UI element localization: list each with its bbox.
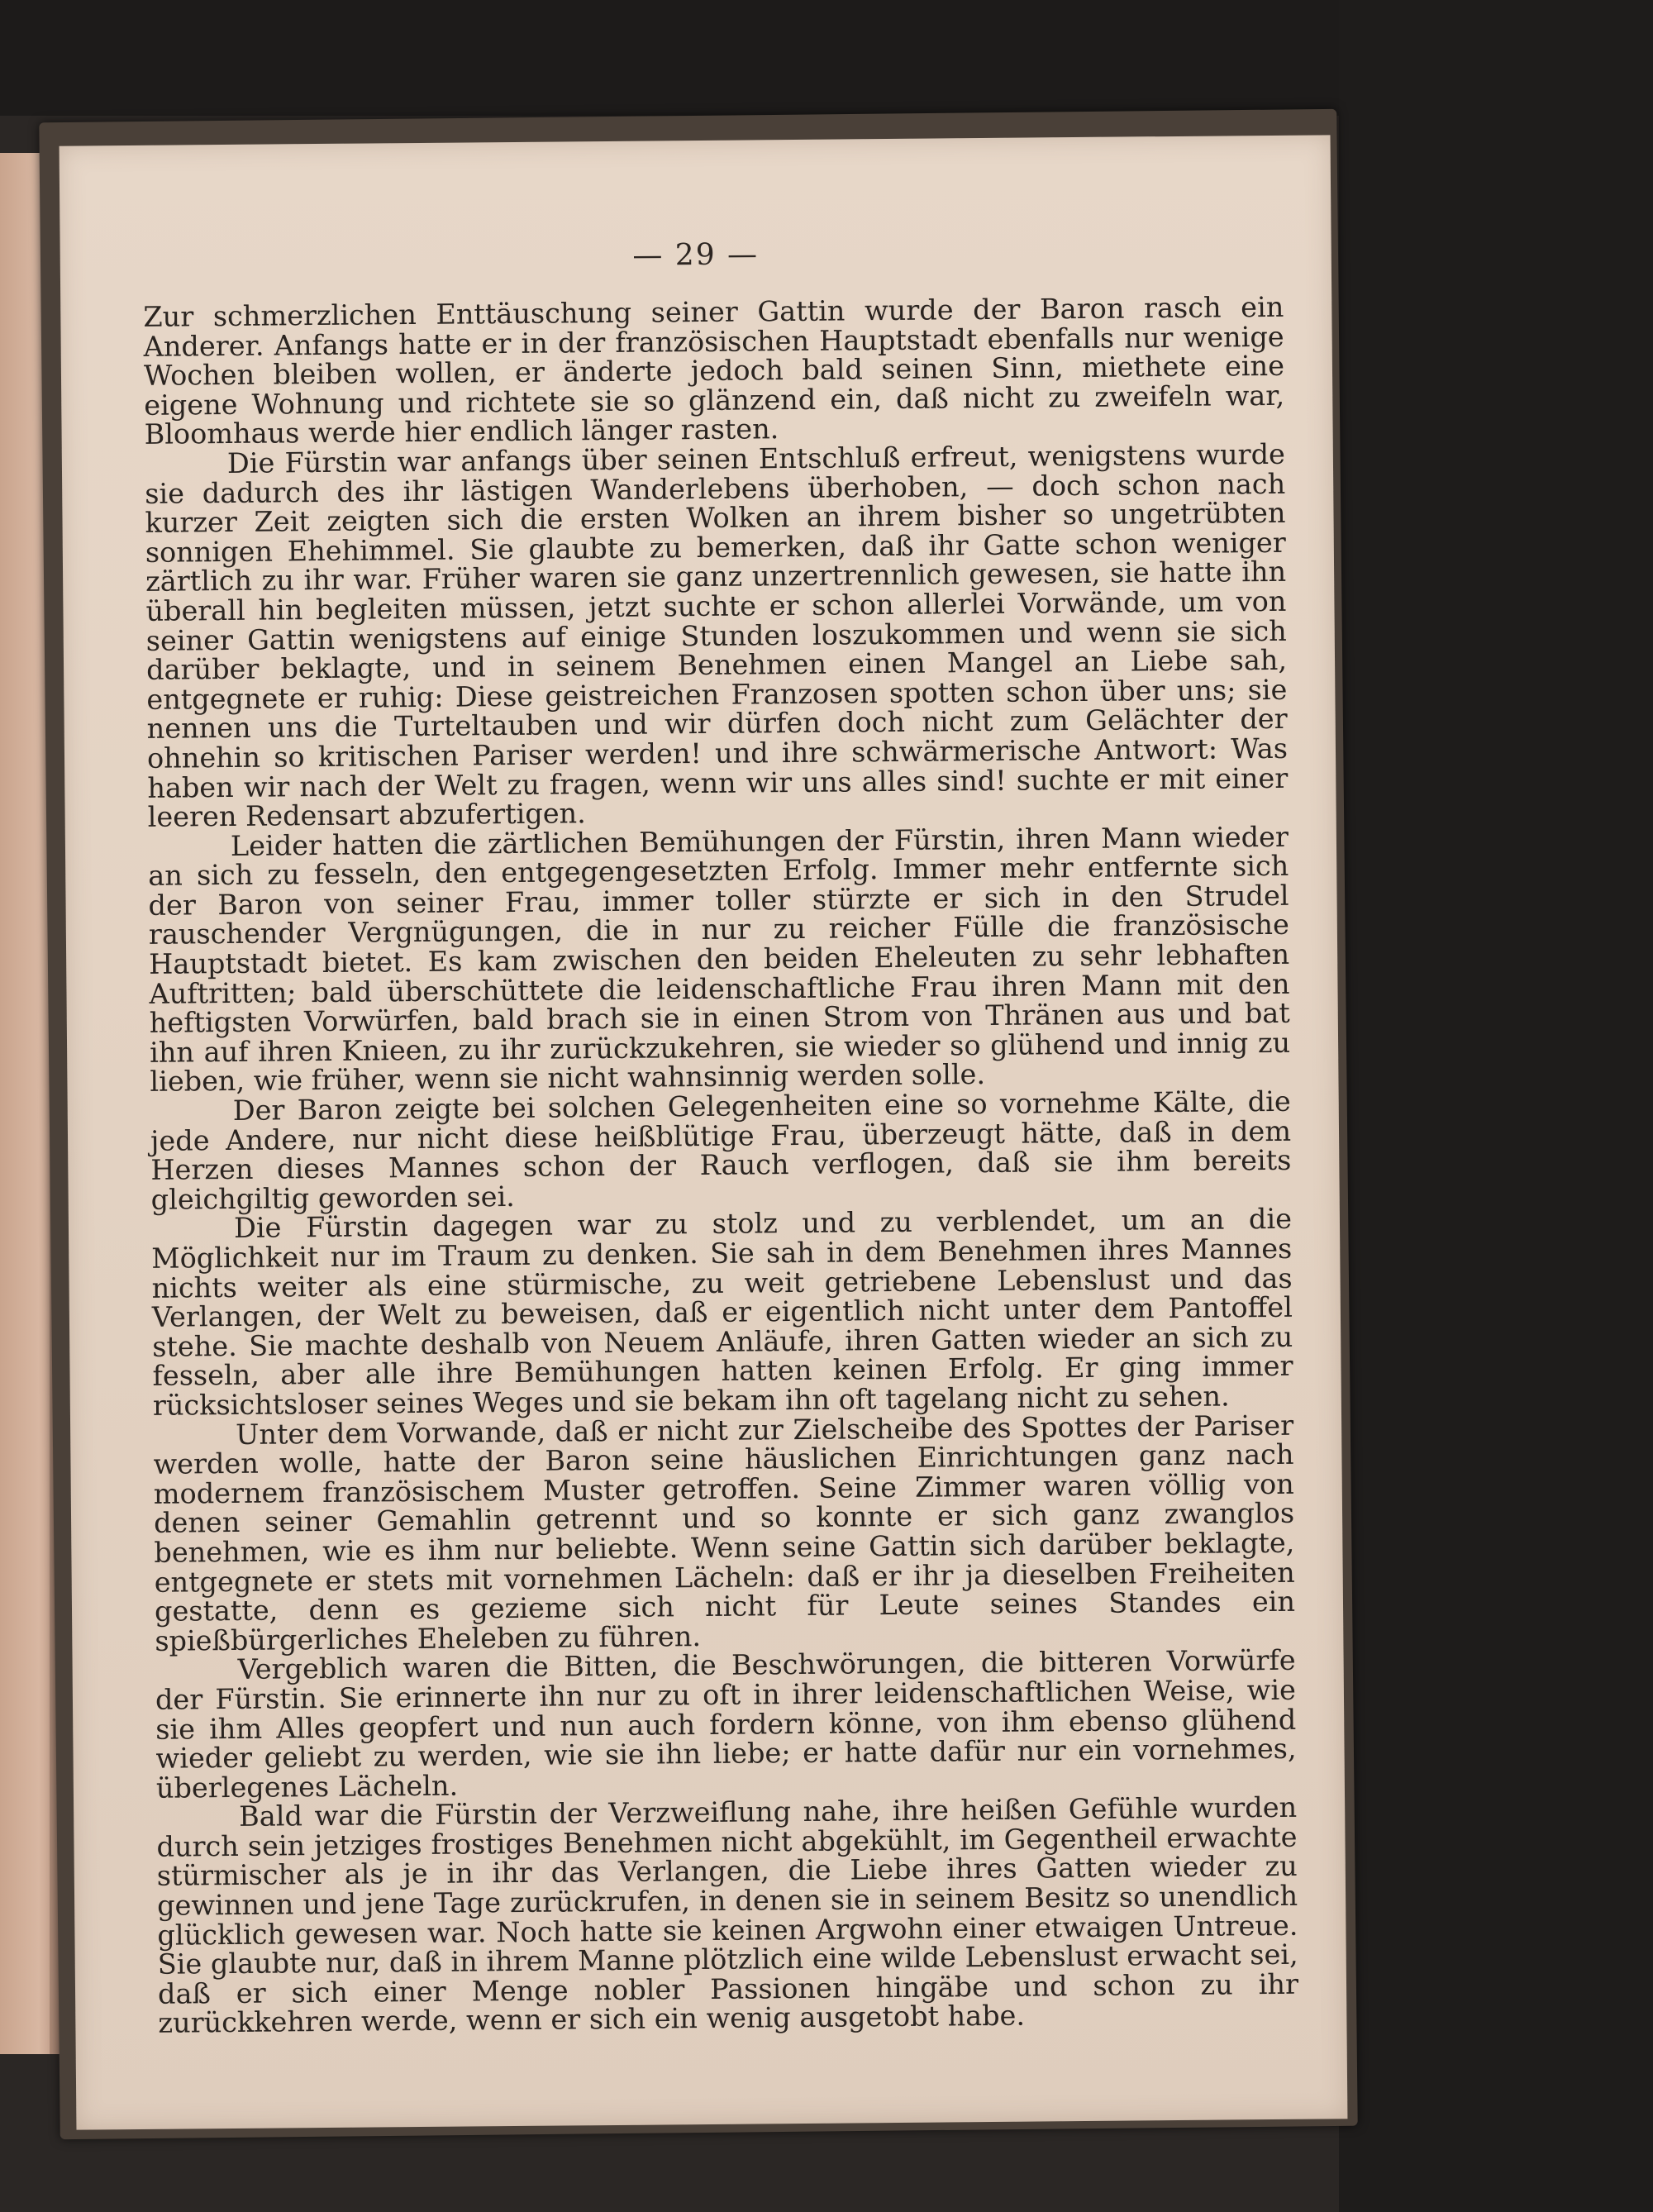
paragraph: Zur schmerzlichen Enttäuschung seiner Gattin wurde der Baron rasch ein Anderer. Anfangs hatte er in der französischen Hauptstadt ebenfalls nur wenige Wochen bleiben wollen, er änderte jedoch bald seinen Sinn, miethete eine eigene Wohnung und richtete sie so glänzend ein, daß nicht zu zweifeln war, Bloomhaus werde hier endlich länger rasten. bbox=[143, 290, 1285, 451]
paragraph: Die Fürstin war anfangs über seinen Entschluß erfreut, wenigstens wurde sie dadurch des ihr lästigen Wanderlebens überhoben, — doch schon nach kurzer Zeit zeigten sich die ersten Wolken an ihrem bisher so ungetrübten sonnigen Ehehimmel. Sie glaubte zu bemerken, daß ihr Gatte schon weniger zärtlich zu ihr war. Früher waren sie ganz unzertrennlich gewesen, sie hatte ihn überall hin begleiten müssen, jetzt suchte er schon allerlei Vorwände, um von seiner Gattin wenigstens auf einige Stunden loszukommen und wenn sie sich darüber beklagte, und in seinem Benehmen einen Mangel an Liebe sah, entgegnete er ruhig: Diese geistreichen Franzosen spotten schon über uns; sie nennen uns die Turteltauben und wir dürfen doch nicht zum Gelächter der ohnehin so kritischen Pariser werden! und ihre schwärmerische Antwort: Was haben wir nach der Welt zu fragen, wenn wir uns alles sind! suchte er mit einer leeren Redensart abzufertigen. bbox=[145, 437, 1289, 833]
paragraph: Leider hatten die zärtlichen Bemühungen der Fürstin, ihren Mann wieder an sich zu fesseln, den entgegengesetzten Erfolg. Immer mehr entfernte sich der Baron von seiner Frau, immer toller stürzte er sich in den Strudel rauschender Vergnügungen, die in nur zu reicher Fülle die französische Hauptstadt bietet. Es kam zwischen den beiden Eheleuten zu sehr lebhaften Auftritten; bald überschüttete die leidenschaftliche Frau ihren Mann mit den heftigsten Vorwürfen, bald brach sie in einen Strom von Thränen aus und bat ihn auf ihren Knieen, zu ihr zurückzukehren, sie wieder so glühend und innig zu lieben, wie früher, wenn sie nicht wahnsinnig werden solle. bbox=[148, 820, 1291, 1099]
paragraph: Bald war die Fürstin der Verzweiflung nahe, ihre heißen Gefühle wurden durch sein jetziges frostiges Benehmen nicht abgekühlt, im Gegentheil erwachte stürmischer als je in ihr das Verlangen, die Liebe ihres Gatten wieder zu gewinnen und jene Tage zurückrufen, in denen sie in seinem Besitz so unendlich glücklich gewesen war. Noch hatte sie keinen Argwohn einer etwaigen Untreue. Sie glaubte nur, daß in ihrem Manne plötzlich eine wilde Lebenslust erwacht sei, daß er sich einer Menge nobler Passionen hingäbe und schon zu ihr zurückkehren werde, wenn er sich ein wenig ausgetobt habe. bbox=[156, 1791, 1299, 2040]
paragraph: Die Fürstin dagegen war zu stolz und zu verblendet, um an die Möglichkeit nur im Traum zu denken. Sie sah in dem Benehmen ihres Mannes nichts weiter als eine stürmische, zu weit getriebene Lebenslust und das Verlangen, der Welt zu beweisen, daß er eigentlich nicht unter dem Pantoffel stehe. Sie machte deshalb von Neuem Anläufe, ihren Gatten wieder an sich zu fesseln, aber alle ihre Bemühungen hatten keinen Erfolg. Er ging immer rücksichtsloser seines Weges und sie bekam ihn oft tagelang nicht zu sehen. bbox=[151, 1203, 1293, 1422]
page-number: — 29 — bbox=[632, 237, 760, 273]
paragraph: Der Baron zeigte bei solchen Gelegenheiten eine so vornehme Kälte, die jede Andere, nur nicht diese heißblütige Frau, überzeugt hätte, daß in dem Herzen dieses Mannes schon der Rauch verflogen, daß sie ihm bereits gleichgiltig geworden sei. bbox=[150, 1085, 1292, 1216]
book-page bbox=[60, 135, 1348, 2129]
dark-background-right bbox=[1339, 0, 1653, 2212]
body-text bbox=[143, 290, 1299, 2040]
paragraph: Unter dem Vorwande, daß er nicht zur Zielscheibe des Spottes der Pariser werden wolle, hatte der Baron seine häuslichen Einrichtungen ganz nach modernem französischem Muster getroffen. Seine Zimmer waren völlig von denen seiner Gemahlin getrennt und so konnte er sich ganz zwanglos benehmen, wie es ihm nur beliebte. Wenn seine Gattin sich darüber beklagte, entgegnete er stets mit vornehmen Lächeln: daß er ihr ja dieselben Freiheiten gestatte, denn es gezieme sich nicht für Leute seines Standes ein spießbürgerliches Eheleben zu führen. bbox=[153, 1409, 1296, 1657]
paragraph: Vergeblich waren die Bitten, die Beschwörungen, die bitteren Vorwürfe der Fürstin. Sie erinnerte ihn nur zu oft in ihrer leidenschaftlichen Weise, wie sie ihm Alles geopfert und nun auch fordern könne, von ihm ebenso glühend wieder geliebt zu werden, wie sie ihn liebe; er hatte dafür nur ein vornehmes, überlegenes Lächeln. bbox=[155, 1644, 1297, 1804]
